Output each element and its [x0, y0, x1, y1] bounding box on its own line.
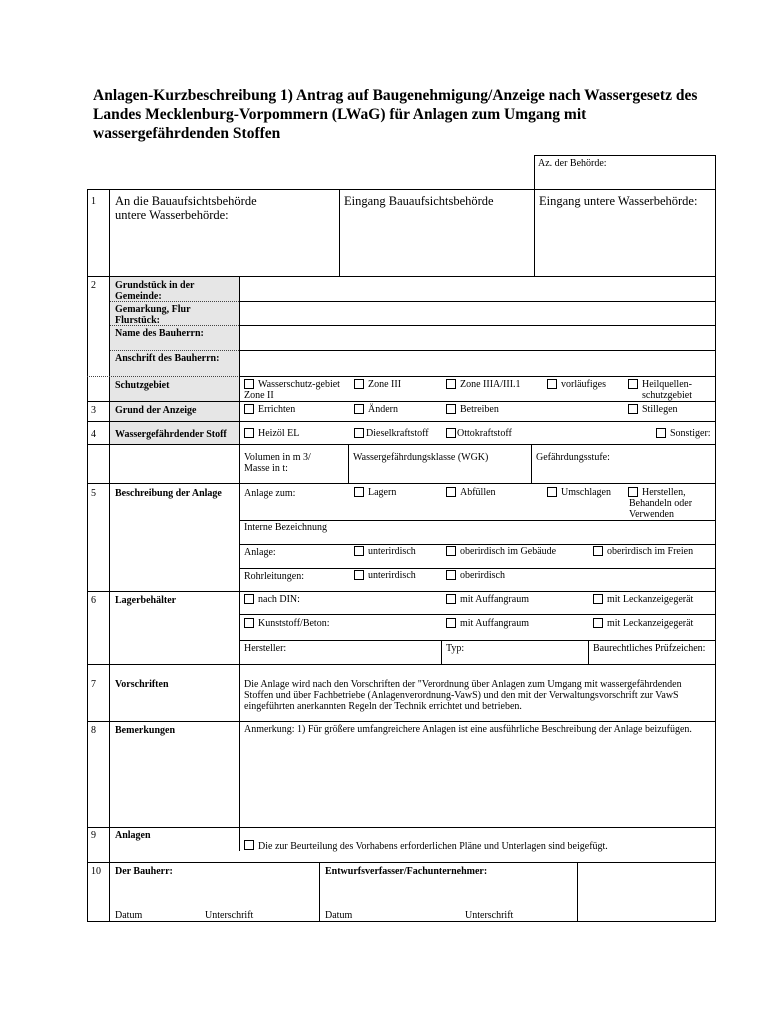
leckanzeige1-checkbox[interactable] — [593, 594, 603, 604]
row-number-10: 10 — [91, 866, 101, 877]
abfuellen-label: Abfüllen — [460, 487, 496, 498]
heizoel-checkbox[interactable] — [244, 428, 254, 438]
betreiben-checkbox[interactable] — [446, 404, 456, 414]
beschreibung-label: Beschreibung der Anlage — [115, 488, 222, 499]
din-label: nach DIN: — [258, 594, 300, 605]
wasserschutz-checkbox[interactable] — [244, 379, 254, 389]
sonstiger-label: Sonstiger: — [670, 428, 711, 439]
lagerbehaelter-label: Lagerbehälter — [115, 595, 177, 606]
entwurf-label: Entwurfsverfasser/Fachunternehmer: — [325, 866, 488, 877]
zone3-label: Zone III — [368, 379, 402, 390]
row-number-2: 2 — [91, 280, 96, 291]
herstellen-label-2: Behandeln oder — [629, 498, 693, 509]
row-number-3: 3 — [91, 405, 96, 416]
auffangraum2-label: mit Auffangraum — [460, 618, 529, 629]
recipient-line1: An die Bauaufsichtsbehörde — [115, 194, 257, 208]
gemarkung-label-1: Gemarkung, Flur — [115, 304, 191, 315]
vorschriften-line1: Die Anlage wird nach den Vorschriften der "Verordnung über Anlagen zum Umgang mit wassergefährdenden — [244, 679, 682, 690]
vorlaeufig-label: vorläufiges — [561, 379, 606, 390]
auffangraum1-label: mit Auffangraum — [460, 594, 529, 605]
rohr-unterirdisch-label: unterirdisch — [368, 570, 416, 581]
anlage-oberirdisch-gebaeude-checkbox[interactable] — [446, 546, 456, 556]
volumen-label-2: Masse in t: — [244, 463, 288, 474]
herstellen-label-1: Herstellen, — [642, 487, 686, 498]
stillegen-label: Stillegen — [642, 404, 678, 415]
anlage-label: Anlage: — [244, 547, 276, 558]
errichten-label: Errichten — [258, 404, 296, 415]
recipient-line2: untere Wasserbehörde: — [115, 208, 229, 222]
lagern-label: Lagern — [368, 487, 397, 498]
aendern-label: Ändern — [368, 404, 398, 415]
row-number-5: 5 — [91, 488, 96, 499]
unterschrift2-label: Unterschrift — [465, 910, 514, 921]
unterlagen-text: Die zur Beurteilung des Vorhabens erforderlichen Pläne und Unterlagen sind beigefügt. — [258, 841, 608, 852]
az-label: Az. der Behörde: — [538, 158, 607, 169]
anlagen-label: Anlagen — [115, 830, 151, 841]
heilquellen-checkbox[interactable] — [628, 379, 638, 389]
interne-bezeichnung-label: Interne Bezeichnung — [244, 522, 328, 533]
bemerkungen-text: Anmerkung: 1) Für größere umfangreichere Anlagen ist eine ausführliche Beschreibung der Anlage beizufügen. — [244, 724, 692, 735]
bemerkungen-label: Bemerkungen — [115, 725, 175, 736]
anlage-oberirdisch-gebaeude-label: oberirdisch im Gebäude — [460, 546, 557, 557]
auffangraum2-checkbox[interactable] — [446, 618, 456, 628]
herstellen-label-3: Verwenden — [629, 509, 674, 520]
stillegen-checkbox[interactable] — [628, 404, 638, 414]
anlage-oberirdisch-freien-checkbox[interactable] — [593, 546, 603, 556]
rohrleitungen-label: Rohrleitungen: — [244, 571, 304, 582]
hersteller-label: Hersteller: — [244, 643, 287, 654]
anschrift-label: Anschrift des Bauherrn: — [115, 353, 220, 364]
vorschriften-line2: Stoffen und über Fachbetriebe (Anlagenverordnung-VawS) und den mit der Verwaltungsvorschrift zur VawS — [244, 690, 679, 701]
rohr-oberirdisch-label: oberirdisch — [460, 570, 505, 581]
unterlagen-checkbox[interactable] — [244, 840, 254, 850]
heilquellen-label-1: Heilquellen- — [642, 379, 692, 390]
anlage-zum-label: Anlage zum: — [244, 488, 296, 499]
page-title: Anlagen-Kurzbeschreibung 1) Antrag auf Baugenehmigung/Anzeige nach Wassergesetz des Landes Mecklenburg-Vorpommern (LWaG) für Anlagen zum Umgang mit wassergefährdenden Stoffen — [93, 87, 698, 142]
eingang-bau-label: Eingang Bauaufsichtsbehörde — [344, 194, 494, 208]
herstellen-checkbox[interactable] — [628, 487, 638, 497]
kunststoff-checkbox[interactable] — [244, 618, 254, 628]
rohr-oberirdisch-checkbox[interactable] — [446, 570, 456, 580]
abfuellen-checkbox[interactable] — [446, 487, 456, 497]
leckanzeige2-checkbox[interactable] — [593, 618, 603, 628]
rohr-unterirdisch-checkbox[interactable] — [354, 570, 364, 580]
umschlagen-label: Umschlagen — [561, 487, 611, 498]
grundstueck-label-1: Grundstück in der — [115, 280, 195, 291]
datum2-label: Datum — [325, 910, 353, 921]
name-bauherr-label: Name des Bauherrn: — [115, 328, 204, 339]
diesel-checkbox[interactable] — [354, 428, 364, 438]
row-number-9: 9 — [91, 830, 96, 841]
gefaehrdung-label: Gefährdungsstufe: — [536, 452, 610, 463]
row-number-1: 1 — [91, 196, 96, 207]
zone3a-checkbox[interactable] — [446, 379, 456, 389]
anlage-unterirdisch-label: unterirdisch — [368, 546, 416, 557]
umschlagen-checkbox[interactable] — [547, 487, 557, 497]
unterschrift1-label: Unterschrift — [205, 910, 254, 921]
vorlaeufig-checkbox[interactable] — [547, 379, 557, 389]
vorschriften-line3: eingeführten anerkannten Regeln der Technik errichtet und betrieben. — [244, 701, 522, 712]
volumen-label-1: Volumen in m 3/ — [244, 452, 311, 463]
kunststoff-label: Kunststoff/Beton: — [258, 618, 330, 629]
lagern-checkbox[interactable] — [354, 487, 364, 497]
eingang-wasser-label: Eingang untere Wasserbehörde: — [539, 194, 698, 208]
bauherr-label: Der Bauherr: — [115, 866, 173, 877]
din-checkbox[interactable] — [244, 594, 254, 604]
otto-label: Ottokraftstoff — [457, 428, 512, 439]
vorschriften-label: Vorschriften — [115, 679, 169, 690]
aendern-checkbox[interactable] — [354, 404, 364, 414]
wasserschutz-label-1: Wasserschutz-gebiet — [258, 379, 340, 390]
row-number-7: 7 — [91, 679, 96, 690]
leckanzeige1-label: mit Leckanzeigegerät — [607, 594, 694, 605]
zone3-checkbox[interactable] — [354, 379, 364, 389]
typ-label: Typ: — [446, 643, 465, 654]
leckanzeige2-label: mit Leckanzeigegerät — [607, 618, 694, 629]
schutzgebiet-label: Schutzgebiet — [115, 380, 170, 391]
stoff-label: Wassergefährdender Stoff — [115, 429, 227, 440]
datum1-label: Datum — [115, 910, 143, 921]
row-number-8: 8 — [91, 725, 96, 736]
pruefzeichen-label: Baurechtliches Prüfzeichen: — [593, 643, 706, 654]
row-number-6: 6 — [91, 595, 96, 606]
betreiben-label: Betreiben — [460, 404, 499, 415]
heilquellen-label-2: schutzgebiet — [642, 390, 692, 401]
anlage-unterirdisch-checkbox[interactable] — [354, 546, 364, 556]
otto-checkbox[interactable] — [446, 428, 456, 438]
errichten-checkbox[interactable] — [244, 404, 254, 414]
gemarkung-label-2: Flurstück: — [115, 315, 160, 326]
grundstueck-label-2: Gemeinde: — [115, 291, 162, 302]
anlage-oberirdisch-freien-label: oberirdisch im Freien — [607, 546, 694, 557]
wgk-label: Wassergefährdungsklasse (WGK) — [353, 452, 489, 463]
sonstiger-checkbox[interactable] — [656, 428, 666, 438]
heizoel-label: Heizöl EL — [258, 428, 300, 439]
grund-anzeige-label: Grund der Anzeige — [115, 405, 197, 416]
auffangraum1-checkbox[interactable] — [446, 594, 456, 604]
diesel-label: Dieselkraftstoff — [366, 428, 429, 439]
row-number-4: 4 — [91, 429, 96, 440]
zone3a-label: Zone IIIA/III.1 — [460, 379, 521, 390]
wasserschutz-label-2: Zone II — [244, 390, 274, 401]
